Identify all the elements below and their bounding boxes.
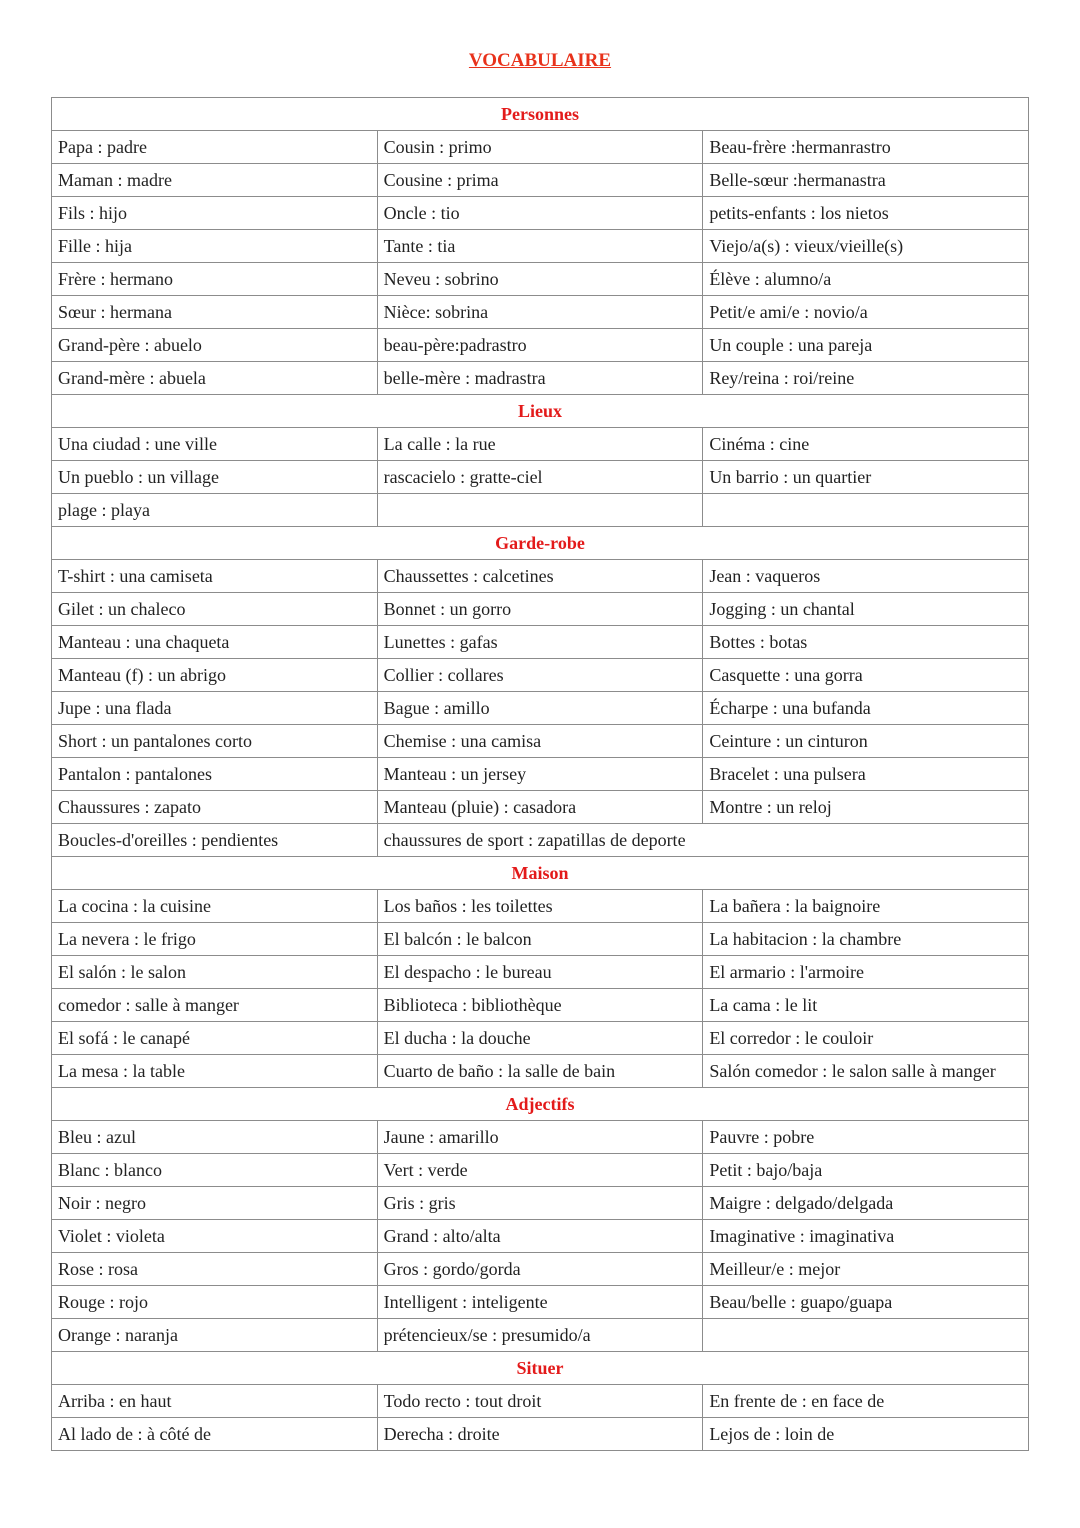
vocab-cell: Grand-père : abuelo xyxy=(52,329,378,362)
vocab-cell: Beau/belle : guapo/guapa xyxy=(703,1286,1029,1319)
vocab-cell: El armario : l'armoire xyxy=(703,956,1029,989)
table-row xyxy=(52,890,1029,923)
table-row xyxy=(52,593,1029,626)
table-row xyxy=(52,494,1029,527)
vocab-cell: En frente de : en face de xyxy=(703,1385,1029,1418)
vocab-cell xyxy=(703,1319,1029,1352)
table-row xyxy=(52,692,1029,725)
vocab-cell: petits-enfants : los nietos xyxy=(703,197,1029,230)
vocab-cell: Cousine : prima xyxy=(377,164,703,197)
vocab-cell: Belle-sœur :hermanastra xyxy=(703,164,1029,197)
vocab-cell: Vert : verde xyxy=(377,1154,703,1187)
table-row xyxy=(52,1187,1029,1220)
table-row xyxy=(52,1319,1029,1352)
vocab-cell: Fils : hijo xyxy=(52,197,378,230)
vocab-cell: Bracelet : una pulsera xyxy=(703,758,1029,791)
table-row xyxy=(52,1055,1029,1088)
vocab-cell: El sofá : le canapé xyxy=(52,1022,378,1055)
table-row xyxy=(52,989,1029,1022)
vocab-cell: T-shirt : una camiseta xyxy=(52,560,378,593)
vocab-cell: Gris : gris xyxy=(377,1187,703,1220)
table-row xyxy=(52,1253,1029,1286)
vocab-cell: La mesa : la table xyxy=(52,1055,378,1088)
section-heading: Garde-robe xyxy=(52,527,1029,560)
table-row xyxy=(52,263,1029,296)
table-row xyxy=(52,329,1029,362)
vocab-cell: comedor : salle à manger xyxy=(52,989,378,1022)
vocab-cell: Écharpe : una bufanda xyxy=(703,692,1029,725)
section-header-row xyxy=(52,395,1029,428)
vocab-cell: El ducha : la douche xyxy=(377,1022,703,1055)
vocab-cell: Oncle : tio xyxy=(377,197,703,230)
table-row xyxy=(52,131,1029,164)
vocab-cell: belle-mère : madrastra xyxy=(377,362,703,395)
vocab-cell: Jean : vaqueros xyxy=(703,560,1029,593)
vocab-cell: Cuarto de baño : la salle de bain xyxy=(377,1055,703,1088)
vocab-cell: La cocina : la cuisine xyxy=(52,890,378,923)
vocab-cell: Rose : rosa xyxy=(52,1253,378,1286)
vocab-cell: prétencieux/se : presumido/a xyxy=(377,1319,703,1352)
section-heading: Maison xyxy=(52,857,1029,890)
vocab-cell: Pantalon : pantalones xyxy=(52,758,378,791)
vocab-cell: Un pueblo : un village xyxy=(52,461,378,494)
vocab-cell xyxy=(377,494,703,527)
vocab-cell: Los baños : les toilettes xyxy=(377,890,703,923)
vocab-cell: Cinéma : cine xyxy=(703,428,1029,461)
table-row xyxy=(52,428,1029,461)
vocab-cell: El despacho : le bureau xyxy=(377,956,703,989)
vocab-cell: Jogging : un chantal xyxy=(703,593,1029,626)
table-row xyxy=(52,725,1029,758)
vocab-cell: Casquette : una gorra xyxy=(703,659,1029,692)
vocab-cell: Manteau : una chaqueta xyxy=(52,626,378,659)
vocab-cell: Derecha : droite xyxy=(377,1418,703,1451)
vocab-cell: Nièce: sobrina xyxy=(377,296,703,329)
vocab-cell: Lunettes : gafas xyxy=(377,626,703,659)
section-header-row xyxy=(52,1352,1029,1385)
table-row xyxy=(52,362,1029,395)
vocab-cell: Gilet : un chaleco xyxy=(52,593,378,626)
vocab-cell: Bottes : botas xyxy=(703,626,1029,659)
vocab-cell: El salón : le salon xyxy=(52,956,378,989)
vocab-cell: Beau-frère :hermanrastro xyxy=(703,131,1029,164)
table-row xyxy=(52,1121,1029,1154)
vocab-cell: La bañera : la baignoire xyxy=(703,890,1029,923)
vocab-cell: Grand-mère : abuela xyxy=(52,362,378,395)
vocab-cell: Bonnet : un gorro xyxy=(377,593,703,626)
table-row xyxy=(52,659,1029,692)
table-row xyxy=(52,1286,1029,1319)
vocab-cell: Maigre : delgado/delgada xyxy=(703,1187,1029,1220)
vocab-cell: Imaginative : imaginativa xyxy=(703,1220,1029,1253)
vocab-cell: Jaune : amarillo xyxy=(377,1121,703,1154)
vocab-cell: Intelligent : inteligente xyxy=(377,1286,703,1319)
table-row xyxy=(52,164,1029,197)
table-row xyxy=(52,1154,1029,1187)
vocab-cell: El corredor : le couloir xyxy=(703,1022,1029,1055)
vocab-cell: Salón comedor : le salon salle à manger xyxy=(703,1055,1029,1088)
vocab-cell: Rey/reina : roi/reine xyxy=(703,362,1029,395)
table-row xyxy=(52,824,1029,857)
section-header-row xyxy=(52,857,1029,890)
vocab-cell: Violet : violeta xyxy=(52,1220,378,1253)
table-row xyxy=(52,1022,1029,1055)
vocab-cell: La habitacion : la chambre xyxy=(703,923,1029,956)
table-row xyxy=(52,956,1029,989)
vocab-cell: El balcón : le balcon xyxy=(377,923,703,956)
section-heading: Adjectifs xyxy=(52,1088,1029,1121)
vocab-cell: Collier : collares xyxy=(377,659,703,692)
table-row xyxy=(52,1418,1029,1451)
vocab-cell: Petit : bajo/baja xyxy=(703,1154,1029,1187)
table-row xyxy=(52,461,1029,494)
vocab-cell: Manteau : un jersey xyxy=(377,758,703,791)
vocab-cell: Bague : amillo xyxy=(377,692,703,725)
vocab-cell: rascacielo : gratte-ciel xyxy=(377,461,703,494)
vocab-cell: Un barrio : un quartier xyxy=(703,461,1029,494)
vocab-cell: Frère : hermano xyxy=(52,263,378,296)
table-row xyxy=(52,758,1029,791)
section-header-row xyxy=(52,527,1029,560)
vocab-cell: Manteau (pluie) : casadora xyxy=(377,791,703,824)
vocab-cell: Una ciudad : une ville xyxy=(52,428,378,461)
table-row xyxy=(52,296,1029,329)
table-row xyxy=(52,230,1029,263)
vocab-cell: Al lado de : à côté de xyxy=(52,1418,378,1451)
section-header-row xyxy=(52,98,1029,131)
vocab-cell xyxy=(703,494,1029,527)
vocabulary-table xyxy=(51,97,1029,1451)
vocab-cell: Petit/e ami/e : novio/a xyxy=(703,296,1029,329)
vocab-cell: Ceinture : un cinturon xyxy=(703,725,1029,758)
vocab-cell: beau-père:padrastro xyxy=(377,329,703,362)
vocab-cell: La calle : la rue xyxy=(377,428,703,461)
vocab-cell: Élève : alumno/a xyxy=(703,263,1029,296)
table-row xyxy=(52,1220,1029,1253)
section-heading: Situer xyxy=(52,1352,1029,1385)
section-heading: Personnes xyxy=(52,98,1029,131)
page-title: VOCABULAIRE xyxy=(468,50,612,71)
vocab-cell: Gros : gordo/gorda xyxy=(377,1253,703,1286)
table-row xyxy=(52,560,1029,593)
section-header-row xyxy=(52,1088,1029,1121)
vocab-cell: Jupe : una flada xyxy=(52,692,378,725)
vocab-cell: Cousin : primo xyxy=(377,131,703,164)
vocab-cell: Bleu : azul xyxy=(52,1121,378,1154)
vocab-cell: chaussures de sport : zapatillas de deporte xyxy=(377,824,1028,857)
table-row xyxy=(52,626,1029,659)
vocab-cell: Rouge : rojo xyxy=(52,1286,378,1319)
vocab-cell: Viejo/a(s) : vieux/vieille(s) xyxy=(703,230,1029,263)
vocab-cell: Blanc : blanco xyxy=(52,1154,378,1187)
vocab-cell: Arriba : en haut xyxy=(52,1385,378,1418)
vocab-cell: Chemise : una camisa xyxy=(377,725,703,758)
section-heading: Lieux xyxy=(52,395,1029,428)
vocab-cell: Grand : alto/alta xyxy=(377,1220,703,1253)
table-row xyxy=(52,197,1029,230)
vocab-cell: Neveu : sobrino xyxy=(377,263,703,296)
vocab-cell: Manteau (f) : un abrigo xyxy=(52,659,378,692)
vocab-cell: plage : playa xyxy=(52,494,378,527)
vocab-cell: Montre : un reloj xyxy=(703,791,1029,824)
vocab-cell: Todo recto : tout droit xyxy=(377,1385,703,1418)
vocab-cell: La nevera : le frigo xyxy=(52,923,378,956)
vocab-cell: Chaussures : zapato xyxy=(52,791,378,824)
table-row xyxy=(52,923,1029,956)
vocab-cell: Orange : naranja xyxy=(52,1319,378,1352)
vocab-cell: La cama : le lit xyxy=(703,989,1029,1022)
vocab-cell: Short : un pantalones corto xyxy=(52,725,378,758)
table-row xyxy=(52,791,1029,824)
vocab-cell: Maman : madre xyxy=(52,164,378,197)
vocab-cell: Papa : padre xyxy=(52,131,378,164)
vocab-cell: Un couple : una pareja xyxy=(703,329,1029,362)
vocab-cell: Meilleur/e : mejor xyxy=(703,1253,1029,1286)
vocab-cell: Biblioteca : bibliothèque xyxy=(377,989,703,1022)
vocab-cell: Pauvre : pobre xyxy=(703,1121,1029,1154)
vocab-cell: Fille : hija xyxy=(52,230,378,263)
vocab-cell: Boucles-d'oreilles : pendientes xyxy=(52,824,378,857)
vocab-cell: Noir : negro xyxy=(52,1187,378,1220)
table-row xyxy=(52,1385,1029,1418)
vocab-cell: Lejos de : loin de xyxy=(703,1418,1029,1451)
vocab-cell: Tante : tia xyxy=(377,230,703,263)
vocab-cell: Sœur : hermana xyxy=(52,296,378,329)
vocab-cell: Chaussettes : calcetines xyxy=(377,560,703,593)
